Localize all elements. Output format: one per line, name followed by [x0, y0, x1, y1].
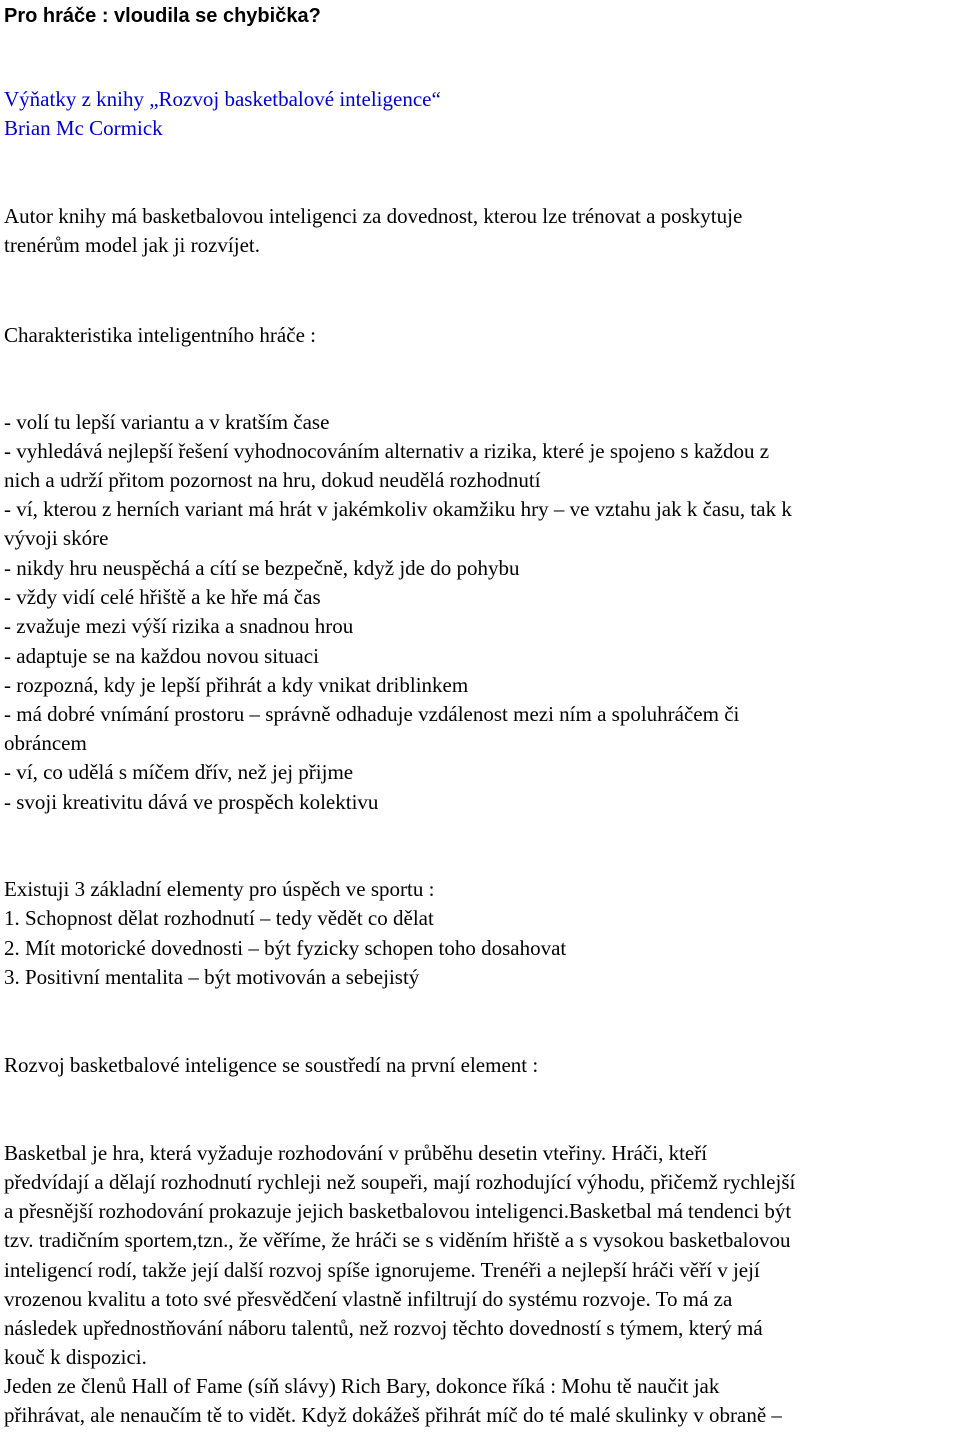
intro-line: Autor knihy má basketbalovou inteligenci za dovednost, kterou lze trénovat a poskytuje	[4, 204, 743, 228]
body-line: následek upřednostňování náboru talentů, než rozvoj těchto dovedností s týmem, který má	[4, 1316, 763, 1340]
elements-line: 3. Positivní mentalita – být motivován a sebejistý	[4, 965, 420, 989]
characteristics-line: - svoji kreativitu dává ve prospěch kolektivu	[4, 790, 379, 814]
characteristics-line: - nikdy hru neuspěchá a cítí se bezpečně, když jde do pohybu	[4, 556, 520, 580]
body-line: předvídají a dělají rozhodnutí rychleji než soupeři, mají rozhodující výhodu, přičemž rychlejší	[4, 1170, 796, 1194]
characteristics-line: - zvažuje mezi výší rizika a snadnou hrou	[4, 614, 354, 638]
focus-line: Rozvoj basketbalové inteligence se soustředí na první element :	[4, 1053, 539, 1077]
body-line: přihrávat, ale nenaučím tě to vidět. Když dokážeš přihrát míč do té malé skulinky v obraně –	[4, 1403, 782, 1427]
elements-heading: Existuji 3 základní elementy pro úspěch ve sportu :	[4, 877, 435, 901]
body-line: inteligencí rodí, takže její další rozvoj spíše ignorujeme. Trenéři a nejlepší hráči věří v její	[4, 1258, 760, 1282]
book-excerpt-heading: Výňatky z knihy „Rozvoj basketbalové inteligence“	[4, 87, 441, 111]
characteristics-heading: Charakteristika inteligentního hráče :	[4, 323, 316, 347]
characteristics-line: - vždy vidí celé hřiště a ke hře má čas	[4, 585, 321, 609]
book-author: Brian Mc Cormick	[4, 116, 163, 140]
body-line: a přesnější rozhodování prokazuje jejich basketbalovou inteligenci.Basketbal má tendenci být	[4, 1199, 792, 1223]
body-line: vrozenou kvalitu a toto své přesvědčení vlastně infiltrují do systému rozvoje. To má za	[4, 1287, 733, 1311]
body-line: kouč k dispozici.	[4, 1345, 147, 1369]
characteristics-line: vývoji skóre	[4, 526, 109, 550]
characteristics-line: nich a udrží přitom pozornost na hru, dokud neudělá rozhodnutí	[4, 468, 541, 492]
intro-line: trenérům model jak ji rozvíjet.	[4, 233, 260, 257]
characteristics-line: - rozpozná, kdy je lepší přihrát a kdy vnikat driblinkem	[4, 673, 469, 697]
body-line: Jeden ze členů Hall of Fame (síň slávy) Rich Bary, dokonce říká : Mohu tě naučit jak	[4, 1374, 720, 1398]
characteristics-line: - ví, co udělá s míčem dřív, než jej přijme	[4, 760, 354, 784]
page-title: Pro hráče : vloudila se chybička?	[4, 5, 321, 27]
elements-line: 1. Schopnost dělat rozhodnutí – tedy vědět co dělat	[4, 906, 434, 930]
characteristics-line: obráncem	[4, 731, 87, 755]
characteristics-line: - volí tu lepší variantu a v kratším čase	[4, 410, 330, 434]
body-line: tzv. tradičním sportem,tzn., že věříme, že hráči se s viděním hřiště a s vysokou basketbalovou	[4, 1228, 791, 1252]
characteristics-line: - má dobré vnímání prostoru – správně odhaduje vzdálenost mezi ním a spoluhráčem či	[4, 702, 740, 726]
characteristics-line: - adaptuje se na každou novou situaci	[4, 644, 319, 668]
characteristics-line: - vyhledává nejlepší řešení vyhodnocováním alternativ a rizika, které je spojeno s každou z	[4, 439, 770, 463]
body-line: Basketbal je hra, která vyžaduje rozhodování v průběhu desetin vteřiny. Hráči, kteří	[4, 1141, 708, 1165]
elements-line: 2. Mít motorické dovednosti – být fyzicky schopen toho dosahovat	[4, 936, 567, 960]
characteristics-line: - ví, kterou z herních variant má hrát v jakémkoliv okamžiku hry – ve vztahu jak k času, tak k	[4, 497, 792, 521]
